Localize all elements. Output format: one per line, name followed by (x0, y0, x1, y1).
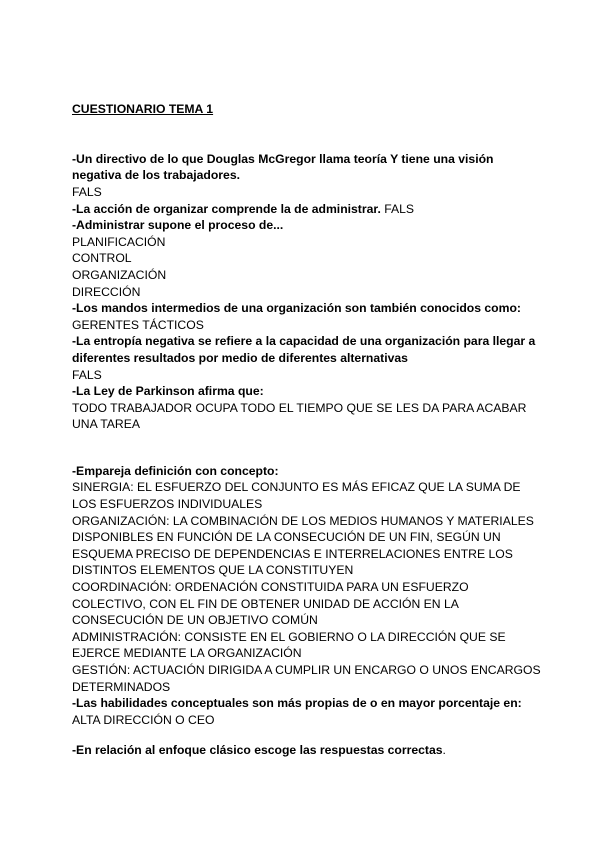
question-9-text: -En relación al enfoque clásico escoge las respuestas correctas (72, 743, 443, 758)
question-5: -La entropía negativa se refiere a la capacidad de una organización para llegar a diferentes resultados por medio de diferentes alternativas (72, 334, 536, 365)
answer-3-2: CONTROL (72, 251, 132, 266)
answer-8: ALTA DIRECCIÓN O CEO (72, 712, 215, 727)
answer-3-4: DIRECCIÓN (72, 284, 141, 299)
answer-4: GERENTES TÁCTICOS (72, 317, 204, 332)
answer-7-1: SINERGIA: EL ESFUERZO DEL CONJUNTO ES MÁS EFICAZ QUE LA SUMA DE LOS ESFUERZOS INDIVIDUALES (72, 480, 521, 512)
answer-3-1: PLANIFICACIÓN (72, 234, 166, 249)
answer-7-4: ADMINISTRACIÓN: CONSISTE EN EL GOBIERNO O LA DIRECCIÓN QUE SE EJERCE MEDIANTE LA ORGANIZACIÓN (72, 629, 506, 661)
answer-3-3: ORGANIZACIÓN (72, 267, 167, 282)
document-page (72, 101, 542, 759)
answer-7-2: ORGANIZACIÓN: LA COMBINACIÓN DE LOS MEDIOS HUMANOS Y MATERIALES DISPONIBLES EN FUNCIÓN DE LA CONSECUCIÓN DE UN FIN, SEGÚN UN ESQUEMA PRECISO DE DEPENDENCIAS E INTERRELACIONES ENTRE LOS DISTINTOS ELEMENTOS QUE LA CONSTITUYEN (72, 513, 534, 578)
spacer (72, 728, 542, 742)
answer-2: FALS (384, 201, 415, 216)
question-9 (72, 742, 542, 759)
question-9-trailing: . (442, 743, 446, 758)
question-8: -Las habilidades conceptuales son más propias de o en mayor porcentaje en: (72, 696, 522, 711)
spacer (72, 433, 542, 463)
answer-6: TODO TRABAJADOR OCUPA TODO EL TIEMPO QUE SE LES DA PARA ACABAR UNA TAREA (72, 400, 527, 432)
question-2 (72, 201, 542, 218)
question-7: -Empareja definición con concepto: (72, 463, 279, 478)
answer-7-3: COORDINACIÓN: ORDENACIÓN CONSTITUIDA PARA UN ESFUERZO COLECTIVO, CON EL FIN DE OBTENER UNIDAD DE ACCIÓN EN LA CONSECUCIÓN DE UN OBJETIVO COMÚN (72, 580, 469, 628)
question-2-text: -La acción de organizar comprende la de administrar. (72, 201, 381, 216)
question-6: -La Ley de Parkinson afirma que: (72, 384, 264, 399)
page-title: CUESTIONARIO TEMA 1 (72, 102, 214, 116)
question-3: -Administrar supone el proceso de... (72, 218, 284, 233)
question-4: -Los mandos intermedios de una organización son también conocidos como: (72, 301, 521, 316)
answer-1: FALS (72, 184, 102, 199)
spacer (72, 134, 542, 151)
question-1: -Un directivo de lo que Douglas McGregor llama teoría Y tiene una visión negativa de los trabajadores. (72, 151, 494, 183)
answer-5: FALS (72, 367, 102, 382)
answer-7-5: GESTIÓN: ACTUACIÓN DIRIGIDA A CUMPLIR UN ENCARGO O UNOS ENCARGOS DETERMINADOS (72, 663, 541, 694)
